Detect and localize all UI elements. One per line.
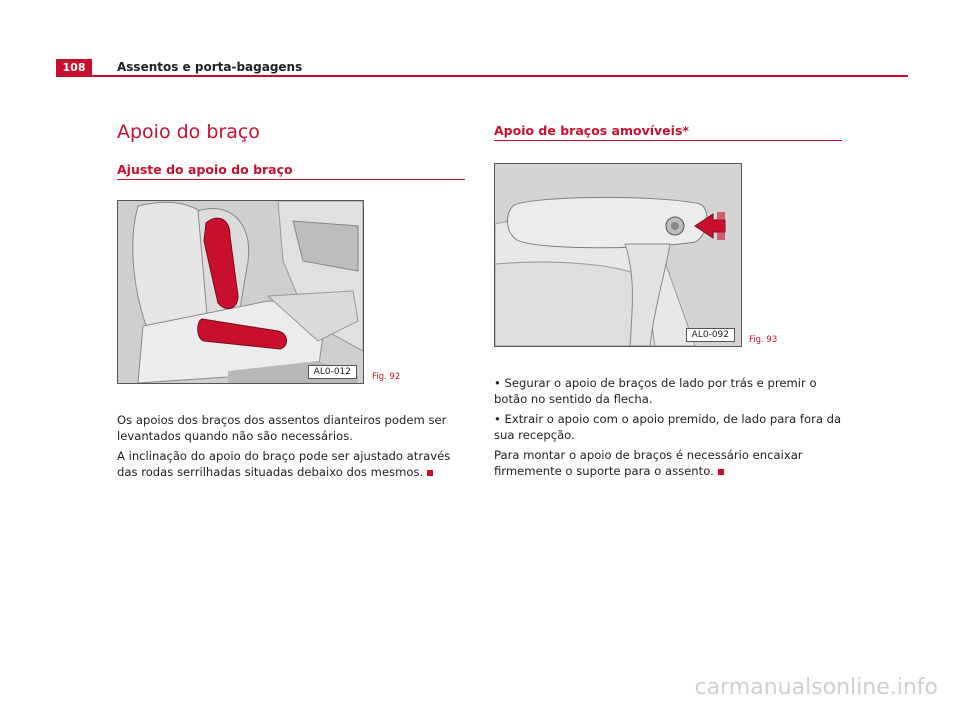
removable-armrest-illustration — [495, 164, 741, 346]
figure-removable-armrest — [494, 163, 742, 347]
right-body-text — [494, 375, 844, 483]
section-title-removable-armrest: Apoio de braços amovíveis* — [494, 123, 842, 141]
main-title: Apoio do braço — [117, 121, 260, 143]
paragraph: A inclinação do apoio do braço pode ser ajustado através das rodas serrilhadas situadas debaixo dos mesmos. — [117, 449, 451, 479]
figure-code-label: AL0-012 — [308, 365, 357, 379]
chapter-title: Assentos e porta-bagagens — [117, 60, 303, 74]
bullet-item: • Extrair o apoio com o apoio premido, de lado para fora da sua recepção. — [494, 412, 842, 442]
paragraph: Os apoios dos braços dos assentos dianteiros podem ser levantados quando não são necessários. — [117, 413, 447, 443]
watermark: carmanualsonline.info — [694, 675, 938, 700]
left-body-text — [117, 412, 467, 484]
header-rule — [56, 75, 908, 77]
figure-code-label: AL0-092 — [686, 328, 735, 342]
section-end-mark — [718, 469, 724, 475]
seat-armrest-illustration — [118, 201, 363, 383]
figure-seat-armrest — [117, 200, 364, 384]
section-title-armrest-adjust: Ajuste do apoio do braço — [117, 162, 465, 180]
page-number: 108 — [56, 59, 92, 77]
paragraph: Para montar o apoio de braços é necessário encaixar firmemente o suporte para o assento. — [494, 448, 803, 478]
figure-caption: Fig. 93 — [749, 335, 778, 345]
figure-caption: Fig. 92 — [372, 372, 401, 382]
section-end-mark — [427, 470, 433, 476]
bullet-item: • Segurar o apoio de braços de lado por trás e premir o botão no sentido da flecha. — [494, 376, 817, 406]
